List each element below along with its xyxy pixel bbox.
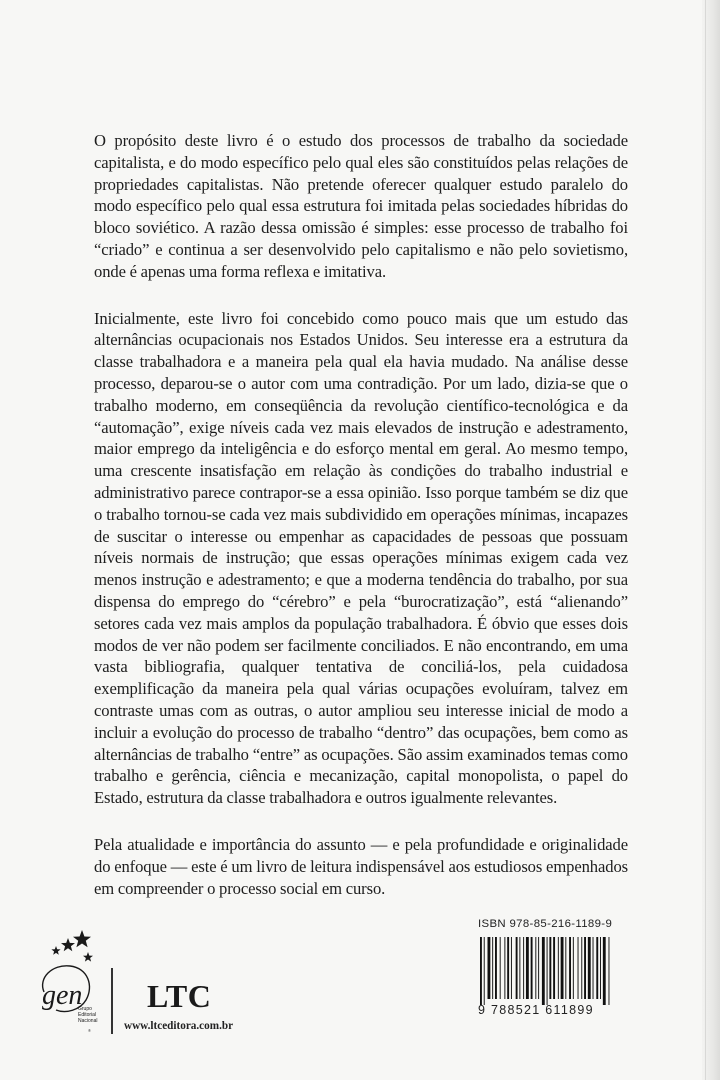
star-icon <box>73 930 91 947</box>
barcode-bar <box>507 937 509 999</box>
back-cover-blurb <box>94 130 628 924</box>
blurb-paragraph-1: O propósito deste livro é o estudo dos processos de trabalho da sociedade capitalista, e do modo específico pelo qual eles são constituídos pelas relações de propriedades capitalistas. Não pretende oferecer qualquer estudo paralelo do modo específico pelo qual essa estrutura foi imitada pelas sociedades híbridas do bloco soviético. A razão dessa omissão é simples: esse processo de trabalho foi “criado” e continua a ser desenvolvido pelo capitalismo e não pelo sovietismo, onde é apenas uma forma reflexa e imitativa. <box>94 131 628 281</box>
logo-divider <box>111 968 113 1034</box>
barcode-bar <box>603 937 606 1005</box>
barcode-bar <box>484 937 485 1005</box>
gen-logo-wordmark: gen <box>42 980 83 1011</box>
barcode-image <box>478 937 614 1005</box>
barcode-bar <box>511 937 512 999</box>
isbn-barcode-block <box>478 918 614 1017</box>
barcode-bar <box>558 937 559 999</box>
barcode-bar <box>500 937 501 999</box>
barcode-bar <box>593 937 594 999</box>
barcode-bar <box>480 937 482 1005</box>
barcode-bar <box>569 937 571 999</box>
star-icon <box>51 946 60 955</box>
gen-logo-subtext: Grupo Editorial Nacional <box>78 1006 98 1024</box>
barcode-bar <box>609 937 610 1005</box>
barcode-bar <box>535 937 536 999</box>
barcode-bar <box>581 937 582 999</box>
barcode-bar <box>549 937 551 999</box>
barcode-bar <box>584 937 586 999</box>
barcode-bar <box>578 937 579 999</box>
blurb-paragraph-3: Pela atualidade e importância do assunto — e pela profundidade e originalidade do enfoque — este é um livro de leitura indispensável aos estudiosos empenhados em compreender o processo social em curso. <box>94 834 628 898</box>
barcode-bar <box>547 937 548 1005</box>
blurb-paragraph-2: Inicialmente, este livro foi concebido como pouco mais que um estudo das alternâncias ocupacionais nos Estados Unidos. Seu interesse era a estrutura da classe trabalhadora e a maneira pela qual ela havia mudado. Na análise desse processo, deparou-se o autor com uma contradição. Por um lado, dizia-se que o trabalho moderno, em conseqüência da revolução científico-tecnológica e da “automação”, exige níveis cada vez mais elevados de instrução e adestramento, maior emprego da inteligência e do esforço mental em geral. Ao mesmo tempo, uma crescente insatisfação em relação às condições do trabalho industrial e administrativo parece contrapor-se a essa opinião. Isso porque também se diz que o trabalho tornou-se cada vez mais subdividido em operações mínimas, incapazes de suscitar o interesse ou empenhar as capacidades de pessoas que possuam níveis normais de instrução; que essas operações mínimas exigem cada vez menos instrução e adestramento; e que a moderna tendência do trabalho, por sua dispensa do emprego do “cérebro” e pela “burocratização”, está “alienando” setores cada vez mais amplos da população trabalhadora. É óbvio que esses dois modos de ver não podem ser facilmente conciliados. E não encontrando, em uma vasta bibliografia, qualquer tentativa de conciliá-los, pela cuidadosa exemplificação da maneira pela qual várias ocupações evoluíram, talvez em contraste umas com as outras, o autor ampliou seu interesse inicial de modo a incluir a evolução do processo de trabalho “dentro” das ocupações, bem como as alternâncias de trabalho “entre” as ocupações. São assim examinados temas como trabalho e gerência, ciência e mecanização, capital monopolista, o papel do Estado, estrutura da classe trabalhadora e outros igualmente relevantes. <box>94 308 628 808</box>
barcode-bar <box>573 937 574 999</box>
svg-text:®: ® <box>88 1028 91 1033</box>
barcode-bar <box>523 937 524 999</box>
barcode-bar <box>488 937 491 999</box>
barcode-bar <box>565 937 566 999</box>
page-edge-line <box>705 0 706 1080</box>
publisher-url: www.ltceditora.com.br <box>124 1020 234 1032</box>
barcode-bar <box>531 937 533 999</box>
barcode-bar <box>561 937 564 999</box>
ltc-imprint-logo: LTC <box>147 978 212 1014</box>
barcode-bar <box>504 937 505 999</box>
barcode-bar <box>538 937 539 999</box>
star-icon <box>61 938 75 951</box>
gen-publisher-logo <box>30 930 110 1040</box>
star-icon <box>83 952 93 962</box>
barcode-bar <box>492 937 493 999</box>
barcode-digits: 9 788521 611899 <box>478 1003 594 1017</box>
barcode-bar <box>600 937 601 999</box>
barcode-bar <box>495 937 497 999</box>
barcode-bar <box>516 937 518 999</box>
isbn-label: ISBN 978-85-216-1189-9 <box>478 918 613 930</box>
barcode-bar <box>588 937 591 999</box>
barcode-bar <box>526 937 529 999</box>
barcode-bar <box>542 937 545 1005</box>
barcode-bar <box>519 937 520 999</box>
barcode-bar <box>596 937 598 999</box>
barcode-bar <box>553 937 555 999</box>
